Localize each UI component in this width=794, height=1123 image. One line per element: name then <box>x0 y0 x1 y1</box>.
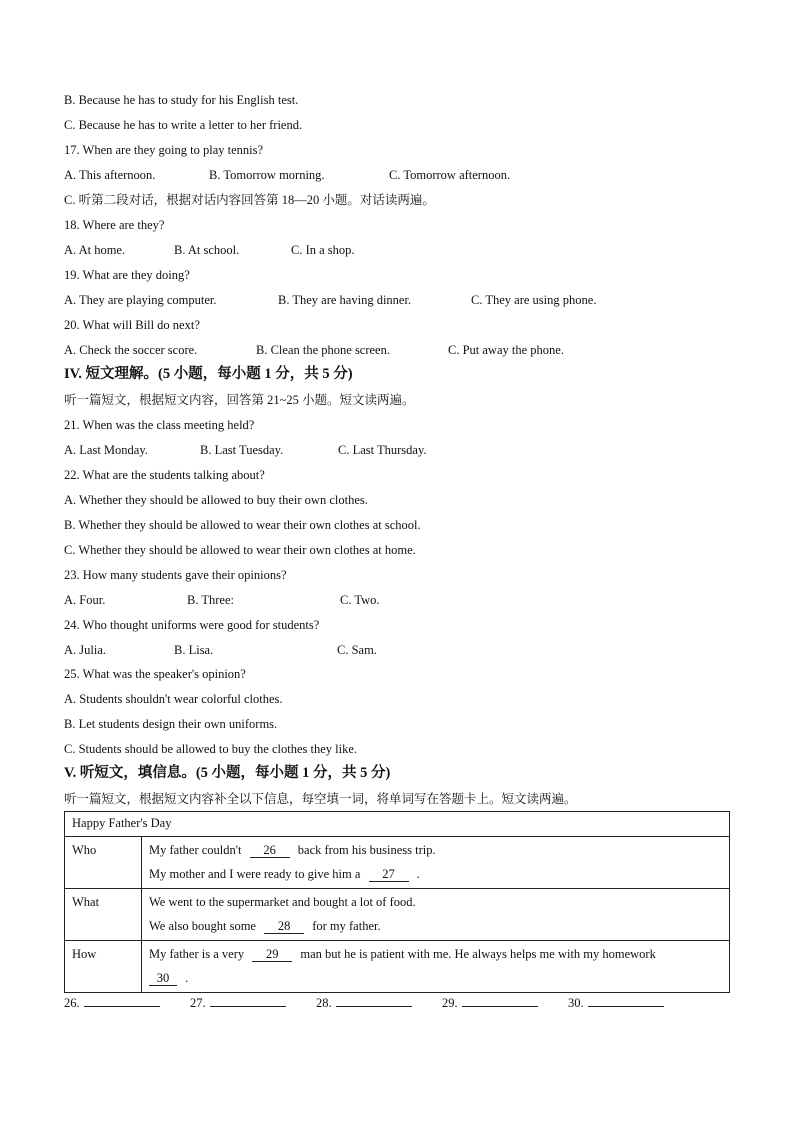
what-line-2-text: We also bought some <box>149 919 256 933</box>
blank-26: 26 <box>250 843 290 858</box>
q25-option-a: A. Students shouldn't wear colorful clothes. <box>64 692 283 706</box>
answer-slot-30[interactable] <box>568 994 664 1011</box>
q22-option-c: C. Whether they should be allowed to wear their own clothes at home. <box>64 543 416 557</box>
q24-option-c: C. Sam. <box>337 643 377 657</box>
how-line-2 <box>149 966 722 990</box>
row-label-how: How <box>72 947 97 961</box>
answer-label-30: 30. <box>568 996 584 1010</box>
q21-option-a: A. Last Monday. <box>64 443 148 457</box>
what-line-1: We went to the supermarket and bought a lot of food. <box>149 895 416 909</box>
answer-line-26[interactable] <box>84 994 160 1007</box>
part-4-heading: IV. 短文理解。(5 小题，每小题 1 分，共 5 分) <box>64 366 353 382</box>
answer-line-27[interactable] <box>210 994 286 1007</box>
table-title-row <box>65 812 730 837</box>
q19-question: 19. What are they doing? <box>64 268 190 282</box>
answer-line-30[interactable] <box>588 994 664 1007</box>
answer-label-29: 29. <box>442 996 458 1010</box>
row-label-who: Who <box>72 843 97 857</box>
q20-option-a: A. Check the soccer score. <box>64 343 198 357</box>
q25-option-c: C. Students should be allowed to buy the clothes they like. <box>64 742 358 756</box>
who-line-2 <box>149 862 722 886</box>
q19-option-c: C. They are using phone. <box>471 293 597 307</box>
q20-option-b: B. Clean the phone screen. <box>256 343 390 357</box>
how-line-1 <box>149 942 722 966</box>
part-4-instruction: 听一篇短文，根据短文内容，回答第 21~25 小题。短文读两遍。 <box>64 393 415 407</box>
answer-line-29[interactable] <box>462 994 538 1007</box>
table-title: Happy Father's Day <box>72 816 172 830</box>
q24-option-b: B. Lisa. <box>174 643 214 657</box>
who-line-1-text: My father couldn't <box>149 843 242 857</box>
answer-slot-28[interactable] <box>316 994 412 1011</box>
what-line-2 <box>149 914 722 938</box>
q20-option-c: C. Put away the phone. <box>448 343 564 357</box>
blank-28: 28 <box>264 919 304 934</box>
q18-option-a: A. At home. <box>64 243 126 257</box>
answer-slot-26[interactable] <box>64 994 160 1011</box>
q24-question: 24. Who thought uniforms were good for students? <box>64 618 320 632</box>
answer-label-27: 27. <box>190 996 206 1010</box>
q22-option-a: A. Whether they should be allowed to buy their own clothes. <box>64 493 368 507</box>
answer-label-26: 26. <box>64 996 80 1010</box>
q19-option-a: A. They are playing computer. <box>64 293 217 307</box>
q22-question: 22. What are the students talking about? <box>64 468 265 482</box>
who-line-1 <box>149 838 722 862</box>
what-line-2-text-end: for my father. <box>312 919 381 933</box>
answer-slot-29[interactable] <box>442 994 538 1011</box>
table-row-how <box>65 941 730 993</box>
q19-option-b: B. They are having dinner. <box>278 293 412 307</box>
who-line-2-text: My mother and I were ready to give him a <box>149 867 361 881</box>
q17-option-c: C. Tomorrow afternoon. <box>389 168 511 182</box>
table-row-what <box>65 889 730 941</box>
part-5-heading: V. 听短文，填信息。(5 小题，每小题 1 分，共 5 分) <box>64 765 391 781</box>
info-table <box>64 811 730 993</box>
q18-question: 18. Where are they? <box>64 218 165 232</box>
q17-option-a: A. This afternoon. <box>64 168 156 182</box>
q20-question: 20. What will Bill do next? <box>64 318 200 332</box>
blank-27: 27 <box>369 867 409 882</box>
q17-question: 17. When are they going to play tennis? <box>64 143 264 157</box>
q25-option-b: B. Let students design their own uniforms. <box>64 717 278 731</box>
q24-option-a: A. Julia. <box>64 643 107 657</box>
q22-option-b: B. Whether they should be allowed to wear their own clothes at school. <box>64 518 421 532</box>
answer-label-28: 28. <box>316 996 332 1010</box>
q16-option-c: C. Because he has to write a letter to her friend. <box>64 118 303 132</box>
q17-option-b: B. Tomorrow morning. <box>209 168 325 182</box>
part-5-instruction: 听一篇短文，根据短文内容补全以下信息，每空填一词，将单词写在答题卡上。短文读两遍。 <box>64 792 577 806</box>
q23-option-c: C. Two. <box>340 593 380 607</box>
who-line-2-text-end: . <box>416 867 420 881</box>
section-c-instruction: C. 听第二段对话，根据对话内容回答第 18—20 小题。对话读两遍。 <box>64 193 435 207</box>
answer-slot-27[interactable] <box>190 994 286 1011</box>
row-label-what: What <box>72 895 100 909</box>
q23-option-b: B. Three: <box>187 593 234 607</box>
q18-option-c: C. In a shop. <box>291 243 355 257</box>
q21-option-c: C. Last Thursday. <box>338 443 427 457</box>
q21-option-b: B. Last Tuesday. <box>200 443 284 457</box>
how-line-1-text-end: man but he is patient with me. He always helps me with my homework <box>300 947 656 961</box>
q18-option-b: B. At school. <box>174 243 240 257</box>
answer-line-28[interactable] <box>336 994 412 1007</box>
how-line-2-text-end: . <box>185 971 189 985</box>
how-line-1-text: My father is a very <box>149 947 245 961</box>
blank-30: 30 <box>149 971 177 986</box>
who-line-1-text-end: back from his business trip. <box>297 843 436 857</box>
q23-option-a: A. Four. <box>64 593 106 607</box>
q25-question: 25. What was the speaker's opinion? <box>64 667 246 681</box>
table-row-who <box>65 837 730 889</box>
q16-option-b: B. Because he has to study for his English test. <box>64 93 299 107</box>
blank-29: 29 <box>252 947 292 962</box>
q21-question: 21. When was the class meeting held? <box>64 418 255 432</box>
q23-question: 23. How many students gave their opinions? <box>64 568 287 582</box>
